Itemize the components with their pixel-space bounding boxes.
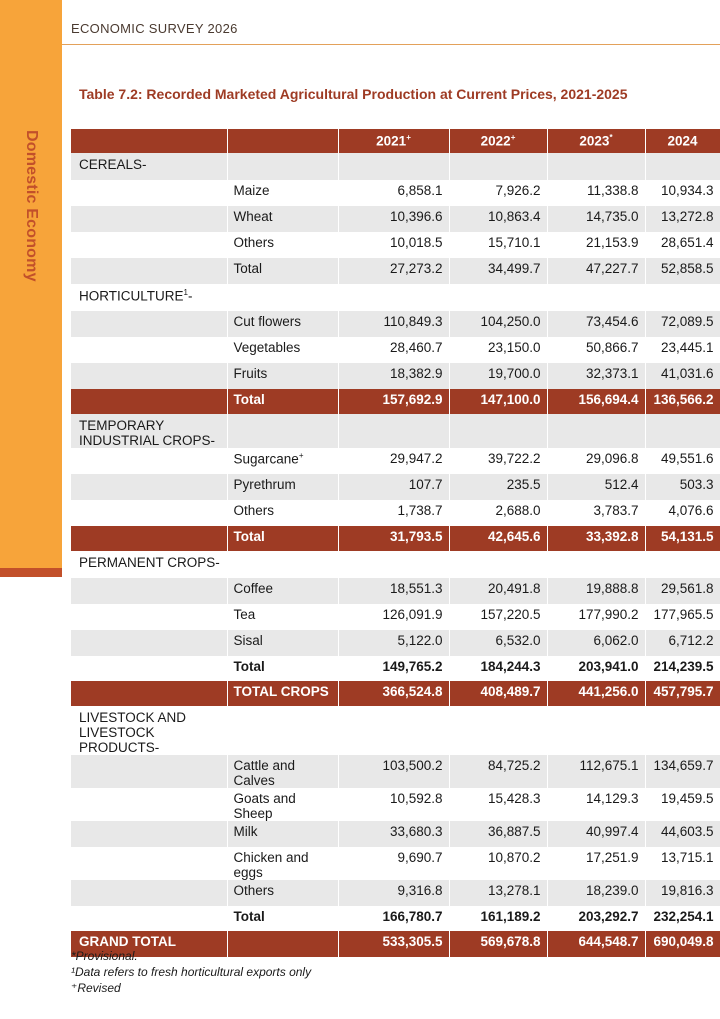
sidebar-band-accent [0, 568, 62, 577]
item-cell: Total [227, 389, 338, 414]
item-cell: Others [227, 500, 338, 526]
header-cell-year: 2021+ [338, 129, 449, 153]
value-cell: 19,459.5 [645, 788, 720, 821]
value-cell [338, 551, 449, 578]
value-cell: 20,491.8 [449, 578, 547, 604]
table-row [71, 821, 720, 847]
value-cell: 690,049.8 [645, 931, 720, 957]
value-cell: 533,305.5 [338, 931, 449, 957]
value-cell: 29,561.8 [645, 578, 720, 604]
item-cell: Sugarcane+ [227, 448, 338, 474]
item-cell: Sisal [227, 630, 338, 656]
category-cell [71, 337, 227, 363]
category-row [71, 706, 720, 755]
item-cell [227, 153, 338, 180]
category-cell [71, 880, 227, 906]
table-header-row [71, 129, 720, 153]
total-row [71, 389, 720, 414]
value-cell [449, 551, 547, 578]
value-cell: 441,256.0 [547, 681, 645, 706]
category-cell [71, 656, 227, 681]
value-cell: 5,122.0 [338, 630, 449, 656]
value-cell: 157,220.5 [449, 604, 547, 630]
note-provisional: *Provisional. [71, 949, 138, 963]
item-cell: Coffee [227, 578, 338, 604]
value-cell: 36,887.5 [449, 821, 547, 847]
category-cell [71, 847, 227, 880]
value-cell [645, 551, 720, 578]
value-cell: 107.7 [338, 474, 449, 500]
value-cell: 14,735.0 [547, 206, 645, 232]
value-cell: 11,338.8 [547, 180, 645, 206]
value-cell: 147,100.0 [449, 389, 547, 414]
value-cell [449, 706, 547, 755]
value-cell [547, 153, 645, 180]
item-cell: Total [227, 258, 338, 284]
category-cell [71, 630, 227, 656]
value-cell: 31,793.5 [338, 526, 449, 551]
value-cell: 569,678.8 [449, 931, 547, 957]
sidebar-label: Domestic Economy [23, 130, 40, 282]
category-cell: LIVESTOCK AND LIVESTOCK PRODUCTS- [71, 706, 227, 755]
table-row [71, 206, 720, 232]
value-cell [645, 706, 720, 755]
value-cell: 177,990.2 [547, 604, 645, 630]
value-cell: 52,858.5 [645, 258, 720, 284]
item-cell: Fruits [227, 363, 338, 389]
value-cell [338, 153, 449, 180]
value-cell: 512.4 [547, 474, 645, 500]
value-cell: 84,725.2 [449, 755, 547, 788]
category-row [71, 551, 720, 578]
production-table [71, 129, 720, 957]
value-cell: 156,694.4 [547, 389, 645, 414]
value-cell: 19,700.0 [449, 363, 547, 389]
table-row [71, 474, 720, 500]
category-cell [71, 448, 227, 474]
value-cell: 73,454.6 [547, 311, 645, 337]
value-cell: 44,603.5 [645, 821, 720, 847]
table-row [71, 788, 720, 821]
value-cell: 23,150.0 [449, 337, 547, 363]
table-row [71, 180, 720, 206]
value-cell [338, 284, 449, 311]
table-row [71, 232, 720, 258]
category-cell [71, 206, 227, 232]
value-cell: 15,710.1 [449, 232, 547, 258]
value-cell: 6,858.1 [338, 180, 449, 206]
value-cell [547, 414, 645, 448]
item-cell: Total [227, 656, 338, 681]
category-cell: GRAND TOTAL [71, 931, 227, 957]
value-cell: 232,254.1 [645, 906, 720, 931]
value-cell [547, 284, 645, 311]
value-cell: 235.5 [449, 474, 547, 500]
item-cell: Vegetables [227, 337, 338, 363]
category-cell [71, 389, 227, 414]
item-cell: Chicken and eggs [227, 847, 338, 880]
table-row [71, 448, 720, 474]
category-cell [71, 258, 227, 284]
value-cell: 644,548.7 [547, 931, 645, 957]
sidebar-band [0, 0, 62, 568]
value-cell [547, 706, 645, 755]
header-cell-item [227, 129, 338, 153]
item-cell: Others [227, 880, 338, 906]
category-cell [71, 821, 227, 847]
table-row [71, 363, 720, 389]
value-cell: 126,091.9 [338, 604, 449, 630]
note-revised: ⁺Revised [71, 981, 121, 995]
item-cell [227, 551, 338, 578]
table-row [71, 880, 720, 906]
item-cell [227, 414, 338, 448]
value-cell [645, 414, 720, 448]
table-row [71, 578, 720, 604]
category-cell: TEMPORARY INDUSTRIAL CROPS- [71, 414, 227, 448]
table-row [71, 258, 720, 284]
item-cell: Total [227, 526, 338, 551]
value-cell: 18,239.0 [547, 880, 645, 906]
item-cell: Cut flowers [227, 311, 338, 337]
value-cell: 10,592.8 [338, 788, 449, 821]
category-cell: HORTICULTURE$^1$- [71, 284, 227, 311]
value-cell: 408,489.7 [449, 681, 547, 706]
category-cell [71, 906, 227, 931]
value-cell: 18,382.9 [338, 363, 449, 389]
value-cell [449, 153, 547, 180]
value-cell: 6,712.2 [645, 630, 720, 656]
value-cell: 21,153.9 [547, 232, 645, 258]
value-cell: 17,251.9 [547, 847, 645, 880]
table-row [71, 311, 720, 337]
category-cell [71, 526, 227, 551]
item-cell: Cattle and Calves [227, 755, 338, 788]
value-cell: 33,680.3 [338, 821, 449, 847]
table-row [71, 630, 720, 656]
category-cell [71, 788, 227, 821]
value-cell: 10,018.5 [338, 232, 449, 258]
table-row [71, 755, 720, 788]
category-cell [71, 232, 227, 258]
value-cell: 166,780.7 [338, 906, 449, 931]
header-cell-category [71, 129, 227, 153]
note-horticulture: ¹Data refers to fresh horticultural exports only [71, 965, 312, 979]
value-cell: 32,373.1 [547, 363, 645, 389]
item-cell: Wheat [227, 206, 338, 232]
item-cell: Pyrethrum [227, 474, 338, 500]
value-cell: 13,715.1 [645, 847, 720, 880]
header-cell-year: 2023* [547, 129, 645, 153]
item-cell [227, 706, 338, 755]
value-cell: 9,690.7 [338, 847, 449, 880]
item-cell: Milk [227, 821, 338, 847]
value-cell [338, 414, 449, 448]
category-cell [71, 311, 227, 337]
category-cell [71, 363, 227, 389]
value-cell: 112,675.1 [547, 755, 645, 788]
value-cell: 134,659.7 [645, 755, 720, 788]
total-row [71, 906, 720, 931]
value-cell: 104,250.0 [449, 311, 547, 337]
category-cell [71, 578, 227, 604]
category-cell: PERMANENT CROPS- [71, 551, 227, 578]
value-cell: 13,278.1 [449, 880, 547, 906]
item-cell: Others [227, 232, 338, 258]
value-cell: 136,566.2 [645, 389, 720, 414]
category-cell [71, 755, 227, 788]
value-cell: 9,316.8 [338, 880, 449, 906]
value-cell: 203,292.7 [547, 906, 645, 931]
value-cell: 184,244.3 [449, 656, 547, 681]
value-cell: 2,688.0 [449, 500, 547, 526]
item-cell: Maize [227, 180, 338, 206]
header-cell-year: 2024 [645, 129, 720, 153]
category-cell [71, 180, 227, 206]
value-cell: 40,997.4 [547, 821, 645, 847]
header-rule [62, 44, 720, 45]
category-row [71, 414, 720, 448]
value-cell: 28,651.4 [645, 232, 720, 258]
value-cell [449, 284, 547, 311]
value-cell: 19,816.3 [645, 880, 720, 906]
category-cell [71, 604, 227, 630]
running-head: ECONOMIC SURVEY 2026 [71, 21, 238, 36]
category-cell [71, 474, 227, 500]
value-cell: 103,500.2 [338, 755, 449, 788]
item-cell: Tea [227, 604, 338, 630]
value-cell [449, 414, 547, 448]
value-cell: 23,445.1 [645, 337, 720, 363]
value-cell: 3,783.7 [547, 500, 645, 526]
value-cell: 41,031.6 [645, 363, 720, 389]
header-cell-year: 2022+ [449, 129, 547, 153]
item-cell: Goats and Sheep [227, 788, 338, 821]
value-cell: 10,934.3 [645, 180, 720, 206]
value-cell [338, 706, 449, 755]
value-cell: 7,926.2 [449, 180, 547, 206]
value-cell: 10,870.2 [449, 847, 547, 880]
category-row [71, 284, 720, 311]
total-row [71, 681, 720, 706]
value-cell: 29,096.8 [547, 448, 645, 474]
value-cell: 47,227.7 [547, 258, 645, 284]
value-cell: 157,692.9 [338, 389, 449, 414]
value-cell: 28,460.7 [338, 337, 449, 363]
value-cell: 6,532.0 [449, 630, 547, 656]
value-cell: 54,131.5 [645, 526, 720, 551]
table-notes [71, 948, 311, 996]
value-cell: 214,239.5 [645, 656, 720, 681]
total-row [71, 656, 720, 681]
value-cell: 161,189.2 [449, 906, 547, 931]
value-cell: 13,272.8 [645, 206, 720, 232]
value-cell: 72,089.5 [645, 311, 720, 337]
table-row [71, 847, 720, 880]
value-cell [645, 153, 720, 180]
value-cell: 14,129.3 [547, 788, 645, 821]
value-cell: 10,396.6 [338, 206, 449, 232]
table-title: Table 7.2: Recorded Marketed Agricultural Production at Current Prices, 2021-2025 [79, 86, 628, 102]
value-cell: 39,722.2 [449, 448, 547, 474]
value-cell: 50,866.7 [547, 337, 645, 363]
value-cell: 29,947.2 [338, 448, 449, 474]
value-cell: 4,076.6 [645, 500, 720, 526]
total-row [71, 526, 720, 551]
category-cell [71, 500, 227, 526]
item-cell [227, 284, 338, 311]
value-cell: 1,738.7 [338, 500, 449, 526]
category-cell [71, 681, 227, 706]
value-cell: 34,499.7 [449, 258, 547, 284]
value-cell: 18,551.3 [338, 578, 449, 604]
value-cell: 149,765.2 [338, 656, 449, 681]
item-cell: Total [227, 906, 338, 931]
table-row [71, 337, 720, 363]
value-cell: 110,849.3 [338, 311, 449, 337]
value-cell: 19,888.8 [547, 578, 645, 604]
value-cell: 6,062.0 [547, 630, 645, 656]
value-cell: 203,941.0 [547, 656, 645, 681]
category-row [71, 153, 720, 180]
value-cell: 27,273.2 [338, 258, 449, 284]
table-row [71, 500, 720, 526]
value-cell: 42,645.6 [449, 526, 547, 551]
value-cell: 366,524.8 [338, 681, 449, 706]
item-cell: TOTAL CROPS [227, 681, 338, 706]
category-cell: CEREALS- [71, 153, 227, 180]
value-cell [645, 284, 720, 311]
value-cell [547, 551, 645, 578]
table-row [71, 604, 720, 630]
value-cell: 15,428.3 [449, 788, 547, 821]
value-cell: 503.3 [645, 474, 720, 500]
value-cell: 10,863.4 [449, 206, 547, 232]
value-cell: 33,392.8 [547, 526, 645, 551]
value-cell: 177,965.5 [645, 604, 720, 630]
value-cell: 457,795.7 [645, 681, 720, 706]
value-cell: 49,551.6 [645, 448, 720, 474]
